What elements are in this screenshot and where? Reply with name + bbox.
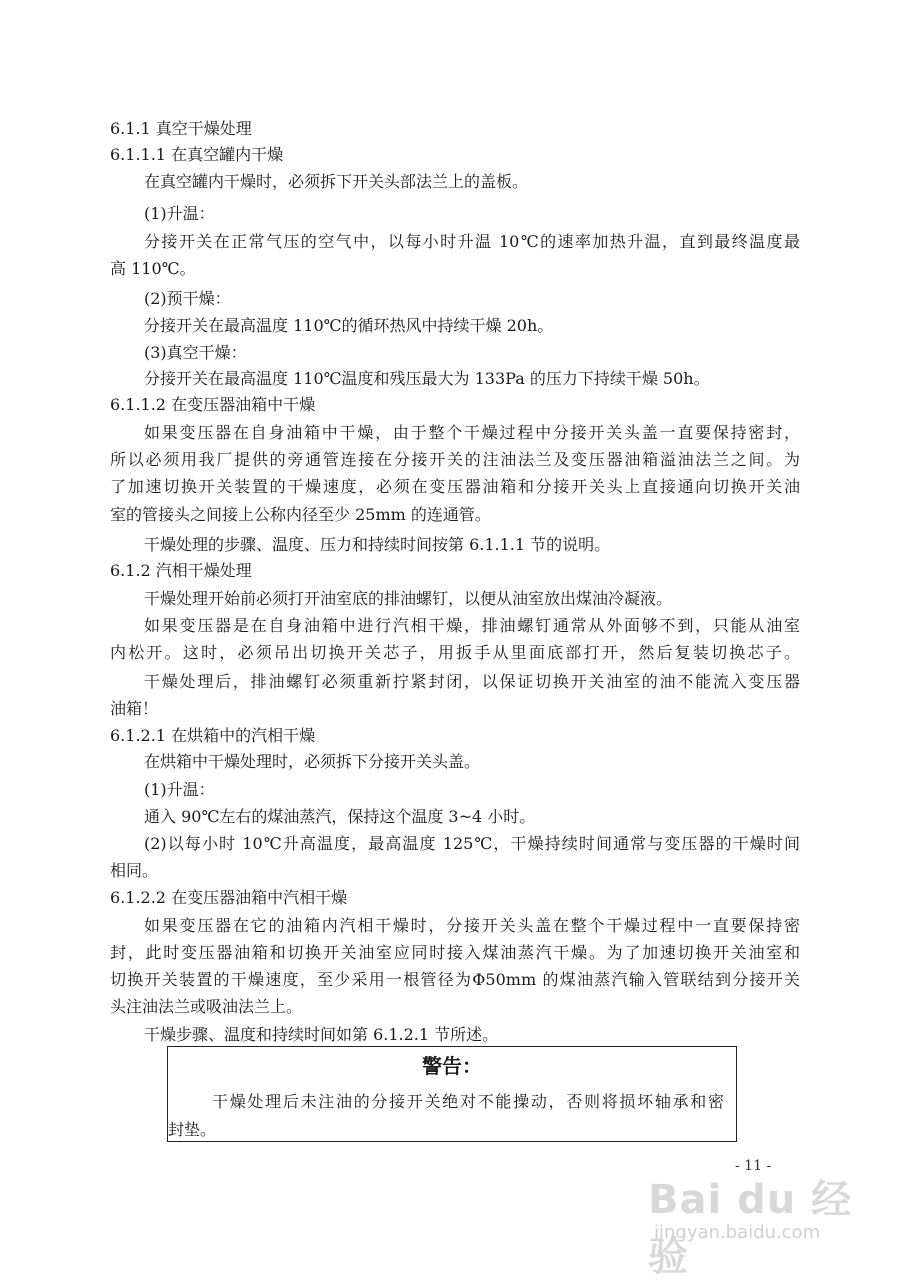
paragraph-line: 通入 90℃左右的煤油蒸汽，保持这个温度 3~4 小时。 — [144, 807, 536, 826]
paragraph-line: 在烘箱中干燥处理时，必须拆下分接开关头盖。 — [144, 752, 481, 771]
paragraph-line: 在真空罐内干燥时，必须拆下开关头部法兰上的盖板。 — [144, 172, 529, 191]
paragraph-line: 分接开关在最高温度 110℃的循环热风中持续干燥 20h。 — [144, 316, 554, 335]
section-heading: 6.1.1 真空干燥处理 — [110, 119, 252, 138]
warning-text: 干燥处理后未注油的分接开关绝对不能操动，否则将损坏轴承和密 — [212, 1092, 724, 1111]
warning-title: 警告： — [422, 1054, 482, 1078]
paragraph-line: 所以必须用我厂提供的旁通管连接在分接开关的注油法兰及变压器油箱溢油法兰之间。为 — [110, 450, 800, 469]
paragraph-line: 封，此时变压器油箱和切换开关油室应同时接入煤油蒸汽干燥。为了加速切换开关油室和 — [110, 943, 800, 962]
paragraph-line: 干燥处理的步骤、温度、压力和持续时间按第 6.1.1.1 节的说明。 — [144, 535, 611, 554]
paragraph-line: 干燥处理后，排油螺钉必须重新拧紧封闭，以保证切换开关油室的油不能流入变压器 — [144, 672, 800, 691]
paragraph-line: 干燥步骤、温度和持续时间如第 6.1.2.1 节所述。 — [144, 1025, 499, 1044]
subsection-heading: 6.1.2.2 在变压器油箱中汽相干燥 — [110, 888, 348, 907]
paragraph-line: 相同。 — [110, 861, 159, 880]
list-item: (1)升温： — [144, 780, 215, 799]
section-heading: 6.1.2 汽相干燥处理 — [110, 561, 252, 580]
paragraph-line: 干燥处理开始前必须打开油室底的排油螺钉，以便从油室放出煤油冷凝液。 — [144, 589, 673, 608]
paragraph-line: 内松开。这时，必须吊出切换开关芯子，用扳手从里面底部打开，然后复装切换芯子。 — [110, 643, 800, 662]
paragraph-line: 如果变压器是在自身油箱中进行汽相干燥，排油螺钉通常从外面够不到，只能从油室 — [144, 616, 800, 635]
warning-text: 封垫。 — [168, 1120, 217, 1139]
paragraph-line: 了加速切换开关装置的干燥速度，必须在变压器油箱和分接开关头上直接通向切换开关油 — [110, 477, 800, 496]
page-number: - 11 - — [735, 1158, 772, 1174]
subsection-heading: 6.1.2.1 在烘箱中的汽相干燥 — [110, 726, 316, 745]
paragraph-line: 如果变压器在它的油箱内汽相干燥时，分接开关头盖在整个干燥过程中一直要保持密 — [144, 916, 800, 935]
warning-box — [167, 1046, 737, 1142]
list-item: (3)真空干燥： — [144, 343, 247, 362]
paragraph-line: 分接开关在最高温度 110℃温度和残压最大为 133Pa 的压力下持续干燥 50h。 — [144, 369, 710, 388]
subsection-heading: 6.1.1.1 在真空罐内干燥 — [110, 145, 284, 164]
paragraph-line: 室的管接头之间接上公称内径至少 25mm 的连通管。 — [110, 505, 491, 524]
list-item: (1)升温： — [144, 204, 215, 223]
watermark-logo: Bai du 经验 — [648, 1177, 853, 1280]
paragraph-line: 分接开关在正常气压的空气中，以每小时升温 10℃的速率加热升温，直到最终温度最 — [144, 232, 800, 251]
list-item: (2)预干燥： — [144, 289, 231, 308]
paragraph-line: 切换开关装置的干燥速度，至少采用一根管径为Φ50mm 的煤油蒸汽输入管联结到分接开关 — [110, 970, 800, 989]
watermark — [640, 1160, 870, 1280]
paragraph-line: 油箱！ — [110, 699, 159, 718]
paragraph-line: 高 110℃。 — [110, 259, 196, 278]
paragraph-line: 如果变压器在自身油箱中干燥，由于整个干燥过程中分接开关头盖一直要保持密封， — [144, 423, 800, 442]
list-item: (2)以每小时 10℃升高温度，最高温度 125℃，干燥持续时间通常与变压器的干燥时间 — [144, 834, 800, 853]
watermark-url: jingyan.baidu.com — [654, 1222, 821, 1243]
subsection-heading: 6.1.1.2 在变压器油箱中干燥 — [110, 395, 316, 414]
paragraph-line: 头注油法兰或吸油法兰上。 — [110, 997, 303, 1016]
